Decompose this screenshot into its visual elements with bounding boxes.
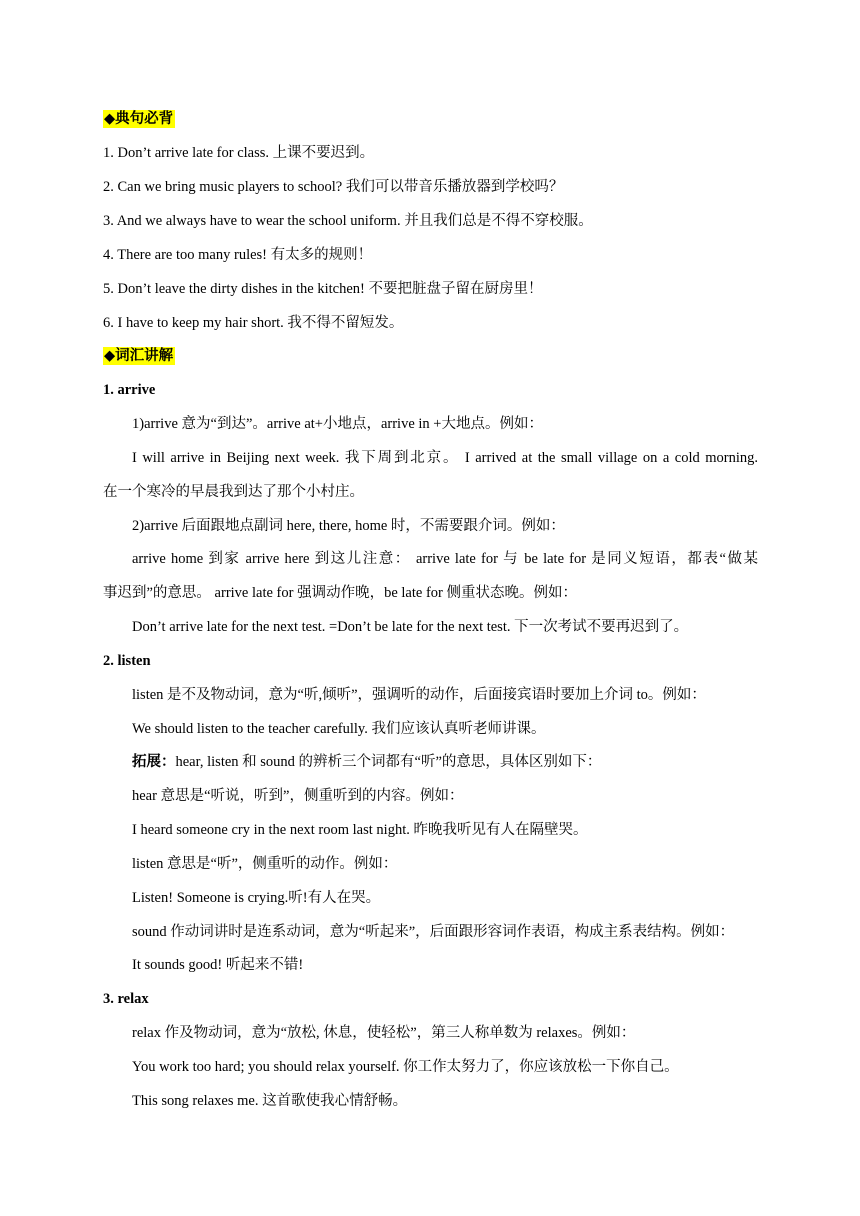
text-line: I will arrive in Beijing next week. 我下周到北京。 I arrived at the small village on a cold morning. bbox=[132, 450, 758, 466]
sentence-4: 4. There are too many rules! 有太多的规则！ bbox=[103, 247, 373, 263]
sentence-2: 2. Can we bring music players to school? 我们可以带音乐播放器到学校吗？ bbox=[103, 179, 564, 195]
arrive-paragraph-4-line-1 bbox=[132, 549, 758, 569]
arrive-paragraph-1: 1)arrive 意为“到达”。arrive at+小地点，arrive in +大地点。例如： bbox=[132, 416, 543, 432]
arrive-paragraph-2-line-2: 在一个寒冷的早晨我到达了那个小村庄。 bbox=[103, 484, 364, 500]
arrive-paragraph-5: Don’t arrive late for the next test. =Don’t be late for the next test. 下一次考试不要再迟到了。 bbox=[132, 619, 689, 635]
sentence-1: 1. Don’t arrive late for class. 上课不要迟到。 bbox=[103, 145, 375, 161]
listen-paragraph-listen: listen 意思是“听”，侧重听的动作。例如： bbox=[132, 856, 398, 872]
highlighted-heading: ◆词汇讲解 bbox=[104, 348, 174, 364]
sentence-3: 3. And we always have to wear the school uniform. 并且我们总是不得不穿校服。 bbox=[103, 213, 593, 229]
arrive-paragraph-4-line-2: 事迟到”的意思。 arrive late for 强调动作晚，be late for 侧重状态晚。例如： bbox=[103, 585, 577, 601]
listen-example-listen: Listen! Someone is crying.听!有人在哭。 bbox=[132, 890, 381, 906]
arrive-paragraph-2-line-1 bbox=[132, 448, 758, 468]
relax-paragraph-1: relax 作及物动词，意为“放松, 休息，使轻松”，第三人称单数为 relaxes。例如： bbox=[132, 1025, 636, 1041]
vocab-title-arrive: 1. arrive bbox=[103, 382, 156, 398]
extension-text: hear, listen 和 sound 的辨析三个词都有“听”的意思，具体区别如下： bbox=[175, 754, 602, 770]
listen-example-sound: It sounds good! 听起来不错! bbox=[132, 957, 304, 973]
section-heading-key-sentences bbox=[0, 109, 860, 129]
listen-paragraph-1: listen 是不及物动词，意为“听,倾听”，强调听的动作，后面接宾语时要加上介词 to。例如： bbox=[132, 687, 706, 703]
sentence-6: 6. I have to keep my hair short. 我不得不留短发。 bbox=[103, 315, 404, 331]
vocab-title-listen: 2. listen bbox=[103, 653, 151, 669]
listen-paragraph-2: We should listen to the teacher carefully. 我们应该认真听老师讲课。 bbox=[132, 721, 546, 737]
vocab-title-relax: 3. relax bbox=[103, 991, 149, 1007]
section-heading-vocabulary bbox=[0, 346, 860, 366]
listen-paragraph-hear: hear 意思是“听说，听到”，侧重听到的内容。例如： bbox=[132, 788, 464, 804]
extension-label: 拓展： bbox=[132, 754, 176, 770]
highlighted-heading: ◆典句必背 bbox=[104, 111, 174, 127]
arrive-paragraph-3: 2)arrive 后面跟地点副词 here, there, home 时，不需要跟介词。例如： bbox=[132, 518, 565, 534]
relax-example-2: This song relaxes me. 这首歌使我心情舒畅。 bbox=[132, 1093, 408, 1109]
listen-extension bbox=[0, 752, 860, 772]
text-line: arrive home 到家 arrive here 到这儿注意： arrive late for 与 be late for 是同义短语，都表“做某 bbox=[132, 551, 758, 567]
sentence-5: 5. Don’t leave the dirty dishes in the kitchen! 不要把脏盘子留在厨房里！ bbox=[103, 281, 543, 297]
listen-paragraph-sound: sound 作动词讲时是连系动词，意为“听起来”，后面跟形容词作表语，构成主系表结构。例如： bbox=[132, 924, 735, 940]
relax-example-1: You work too hard; you should relax yourself. 你工作太努力了，你应该放松一下你自己。 bbox=[132, 1059, 679, 1075]
listen-example-hear: I heard someone cry in the next room last night. 昨晚我听见有人在隔壁哭。 bbox=[132, 822, 588, 838]
